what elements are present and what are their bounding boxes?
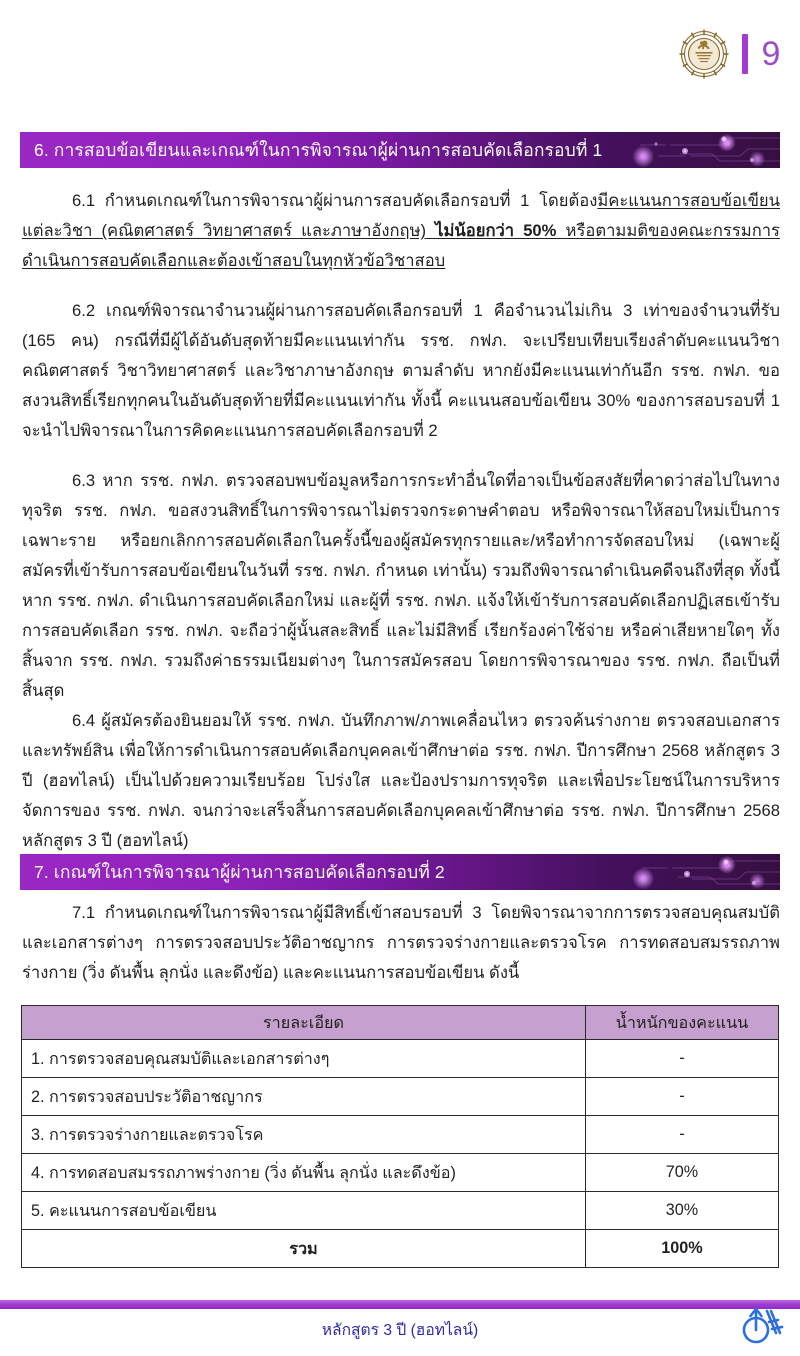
paragraph-6-2-text: 6.2 เกณฑ์พิจารณาจำนวนผู้ผ่านการสอบคัดเลือกรอบที่ 1 คือจำนวนไม่เกิน 3 เท่าของจำนวนที่รับ (165 คน) กรณีที่มีผู้ได้อันดับสุดท้ายมีคะแนนเท่ากัน รรช. กฟภ. จะเปรียบเทียบเรียงลำดับคะแนนวิชาคณิตศาสตร์ วิชาวิทยาศาสตร์ และวิชาภาษาอังกฤษ ตามลำดับ หากยังมีคะแนนเท่ากันอีก รรช. กฟภ. ขอสงวนสิทธิ์เรียกทุกคนในอันดับสุดท้ายที่มีคะแนนเท่ากัน ทั้งนี้ คะแนนสอบข้อเขียน 30% ของการสอบรอบที่ 1 จะนำไปพิจารณาในการคิดคะแนนการสอบคัดเลือกรอบที่ 2 [22,301,780,440]
paragraph-6-1-underline-1: มีคะแนนการสอบข้อเขียนแต่ละวิชา (คณิตศาสตร์ วิทยาศาสตร์ และภาษาอังกฤษ) [22,191,780,240]
page-header [0,0,800,120]
table-row [22,1040,779,1078]
table-cell-weight: - [586,1078,779,1116]
section-heading-bar-6 [20,132,780,168]
table-header-detail: รายละเอียด [22,1006,586,1040]
table-cell-weight: - [586,1040,779,1078]
table-cell-total-weight: 100% [586,1230,779,1268]
paragraph-6-3-text: 6.3 หาก รรช. กฟภ. ตรวจสอบพบข้อมูลหรือการกระทำอื่นใดที่อาจเป็นข้อสงสัยที่คาดว่าส่อไปในทางทุจริต รรช. กฟภ. ขอสงวนสิทธิ์ในการพิจารณาไม่ตรวจกระดาษคำตอบ หรือพิจารณาให้สอบใหม่เป็นการเฉพาะราย หรือยกเลิกการสอบคัดเลือกในครั้งนี้ของผู้สมัครทุกรายและ/หรือทำการจัดสอบใหม่ (เฉพาะผู้สมัครที่เข้ารับการสอบข้อเขียนในวันที่ รรช. กฟภ. กำหนด เท่านั้น) รวมถึงพิจารณาดำเนินคดีจนถึงที่สุด ทั้งนี้ หาก รรช. กฟภ. ดำเนินการสอบคัดเลือกใหม่ และผู้ที่ รรช. กฟภ. แจ้งให้เข้ารับการสอบคัดเลือกปฏิเสธเข้ารับการสอบคัดเลือก รรช. กฟภ. จะถือว่าผู้นั้นสละสิทธิ์ และไม่มีสิทธิ์ เรียกร้องค่าใช้จ่าย หรือค่าเสียหายใดๆ ทั้งสิ้นจาก รรช. กฟภ. รวมถึงค่าธรรมเนียมต่างๆ ในการสมัครสอบ โดยการพิจารณาของ รรช. กฟภ. ถือเป็นที่สิ้นสุด [22,471,780,700]
circuit-pattern-decoration [480,854,780,890]
table-header-weight: น้ำหนักของคะแนน [586,1006,779,1040]
table-cell-detail: 2. การตรวจสอบประวัติอาชญากร [22,1078,586,1116]
footer-course-label: หลักสูตร 3 ปี (ฮอทไลน์) [321,1322,479,1339]
table-row [22,1192,779,1230]
table-cell-detail: 3. การตรวจร่างกายและตรวจโรค [22,1116,586,1154]
paragraph-6-1-bold-threshold: ไม่น้อยกว่า 50% [435,221,557,240]
footer-divider-bar [0,1300,800,1309]
paragraph-7-1 [22,898,780,988]
header-divider [742,34,748,74]
table-cell-detail: 1. การตรวจสอบคุณสมบัติและเอกสารต่างๆ [22,1040,586,1078]
paragraph-6-1 [22,186,780,276]
table-row [22,1078,779,1116]
paragraph-6-3 [22,466,780,706]
table-header-row [22,1006,779,1040]
table-cell-total-label: รวม [22,1230,586,1268]
paragraph-6-4 [22,706,780,856]
section-6-title: 6. การสอบข้อเขียนและเกณฑ์ในการพิจารณาผู้ผ่านการสอบคัดเลือกรอบที่ 1 [34,140,603,160]
table-cell-detail: 5. คะแนนการสอบข้อเขียน [22,1192,586,1230]
table-cell-weight: - [586,1116,779,1154]
paragraph-7-1-text: 7.1 กำหนดเกณฑ์ในการพิจารณาผู้มีสิทธิ์เข้าสอบรอบที่ 3 โดยพิจารณาจากการตรวจสอบคุณสมบัติและเอกสารต่างๆ การตรวจสอบประวัติอาชญากร การตรวจร่างกายและตรวจโรค การทดสอบสมรรถภาพร่างกาย (วิ่ง ดันพื้น ลุกนั่ง และดึงข้อ) และคะแนนการสอบข้อเขียน ดังนี้ [22,903,780,982]
page-number: 9 [761,35,781,73]
score-weight-table [21,1005,779,1268]
gear-crest-emblem-icon [678,28,730,80]
header-right-group [678,28,782,80]
table-row [22,1116,779,1154]
section-heading-bar-7 [20,854,780,890]
blue-pea-bird-logo-icon [738,1303,790,1349]
table-row [22,1154,779,1192]
table-cell-weight: 30% [586,1192,779,1230]
paragraph-6-1-lead: 6.1 กำหนดเกณฑ์ในการพิจารณาผู้ผ่านการสอบคัดเลือกรอบที่ 1 โดยต้อง [72,191,598,210]
paragraph-6-2 [22,296,780,446]
table-total-row [22,1230,779,1268]
table-cell-detail: 4. การทดสอบสมรรถภาพร่างกาย (วิ่ง ดันพื้น ลุกนั่ง และดึงข้อ) [22,1154,586,1192]
table-cell-weight: 70% [586,1154,779,1192]
section-7-title: 7. เกณฑ์ในการพิจารณาผู้ผ่านการสอบคัดเลือกรอบที่ 2 [34,862,445,882]
paragraph-6-4-text: 6.4 ผู้สมัครต้องยินยอมให้ รรช. กฟภ. บันทึกภาพ/ภาพเคลื่อนไหว ตรวจค้นร่างกาย ตรวจสอบเอกสารและทรัพย์สิน เพื่อให้การดำเนินการสอบคัดเลือกบุคคลเข้าศึกษาต่อ รรช. กฟภ. ปีการศึกษา 2568 หลักสูตร 3 ปี (ฮอทไลน์) เป็นไปด้วยความเรียบร้อย โปร่งใส และป้องปรามการทุจริต และเพื่อประโยชน์ในการบริหารจัดการของ รรช. กฟภ. จนกว่าจะเสร็จสิ้นการสอบคัดเลือกบุคคลเข้าศึกษาต่อ รรช. กฟภ. ปีการศึกษา 2568 หลักสูตร 3 ปี (ฮอทไลน์) [22,711,780,850]
paragraph-6-1-underline-2: หรือตามมติของคณะกรรมการดำเนินการสอบคัดเลือกและต้องเข้าสอบในทุกหัวข้อวิชาสอบ [22,221,780,270]
